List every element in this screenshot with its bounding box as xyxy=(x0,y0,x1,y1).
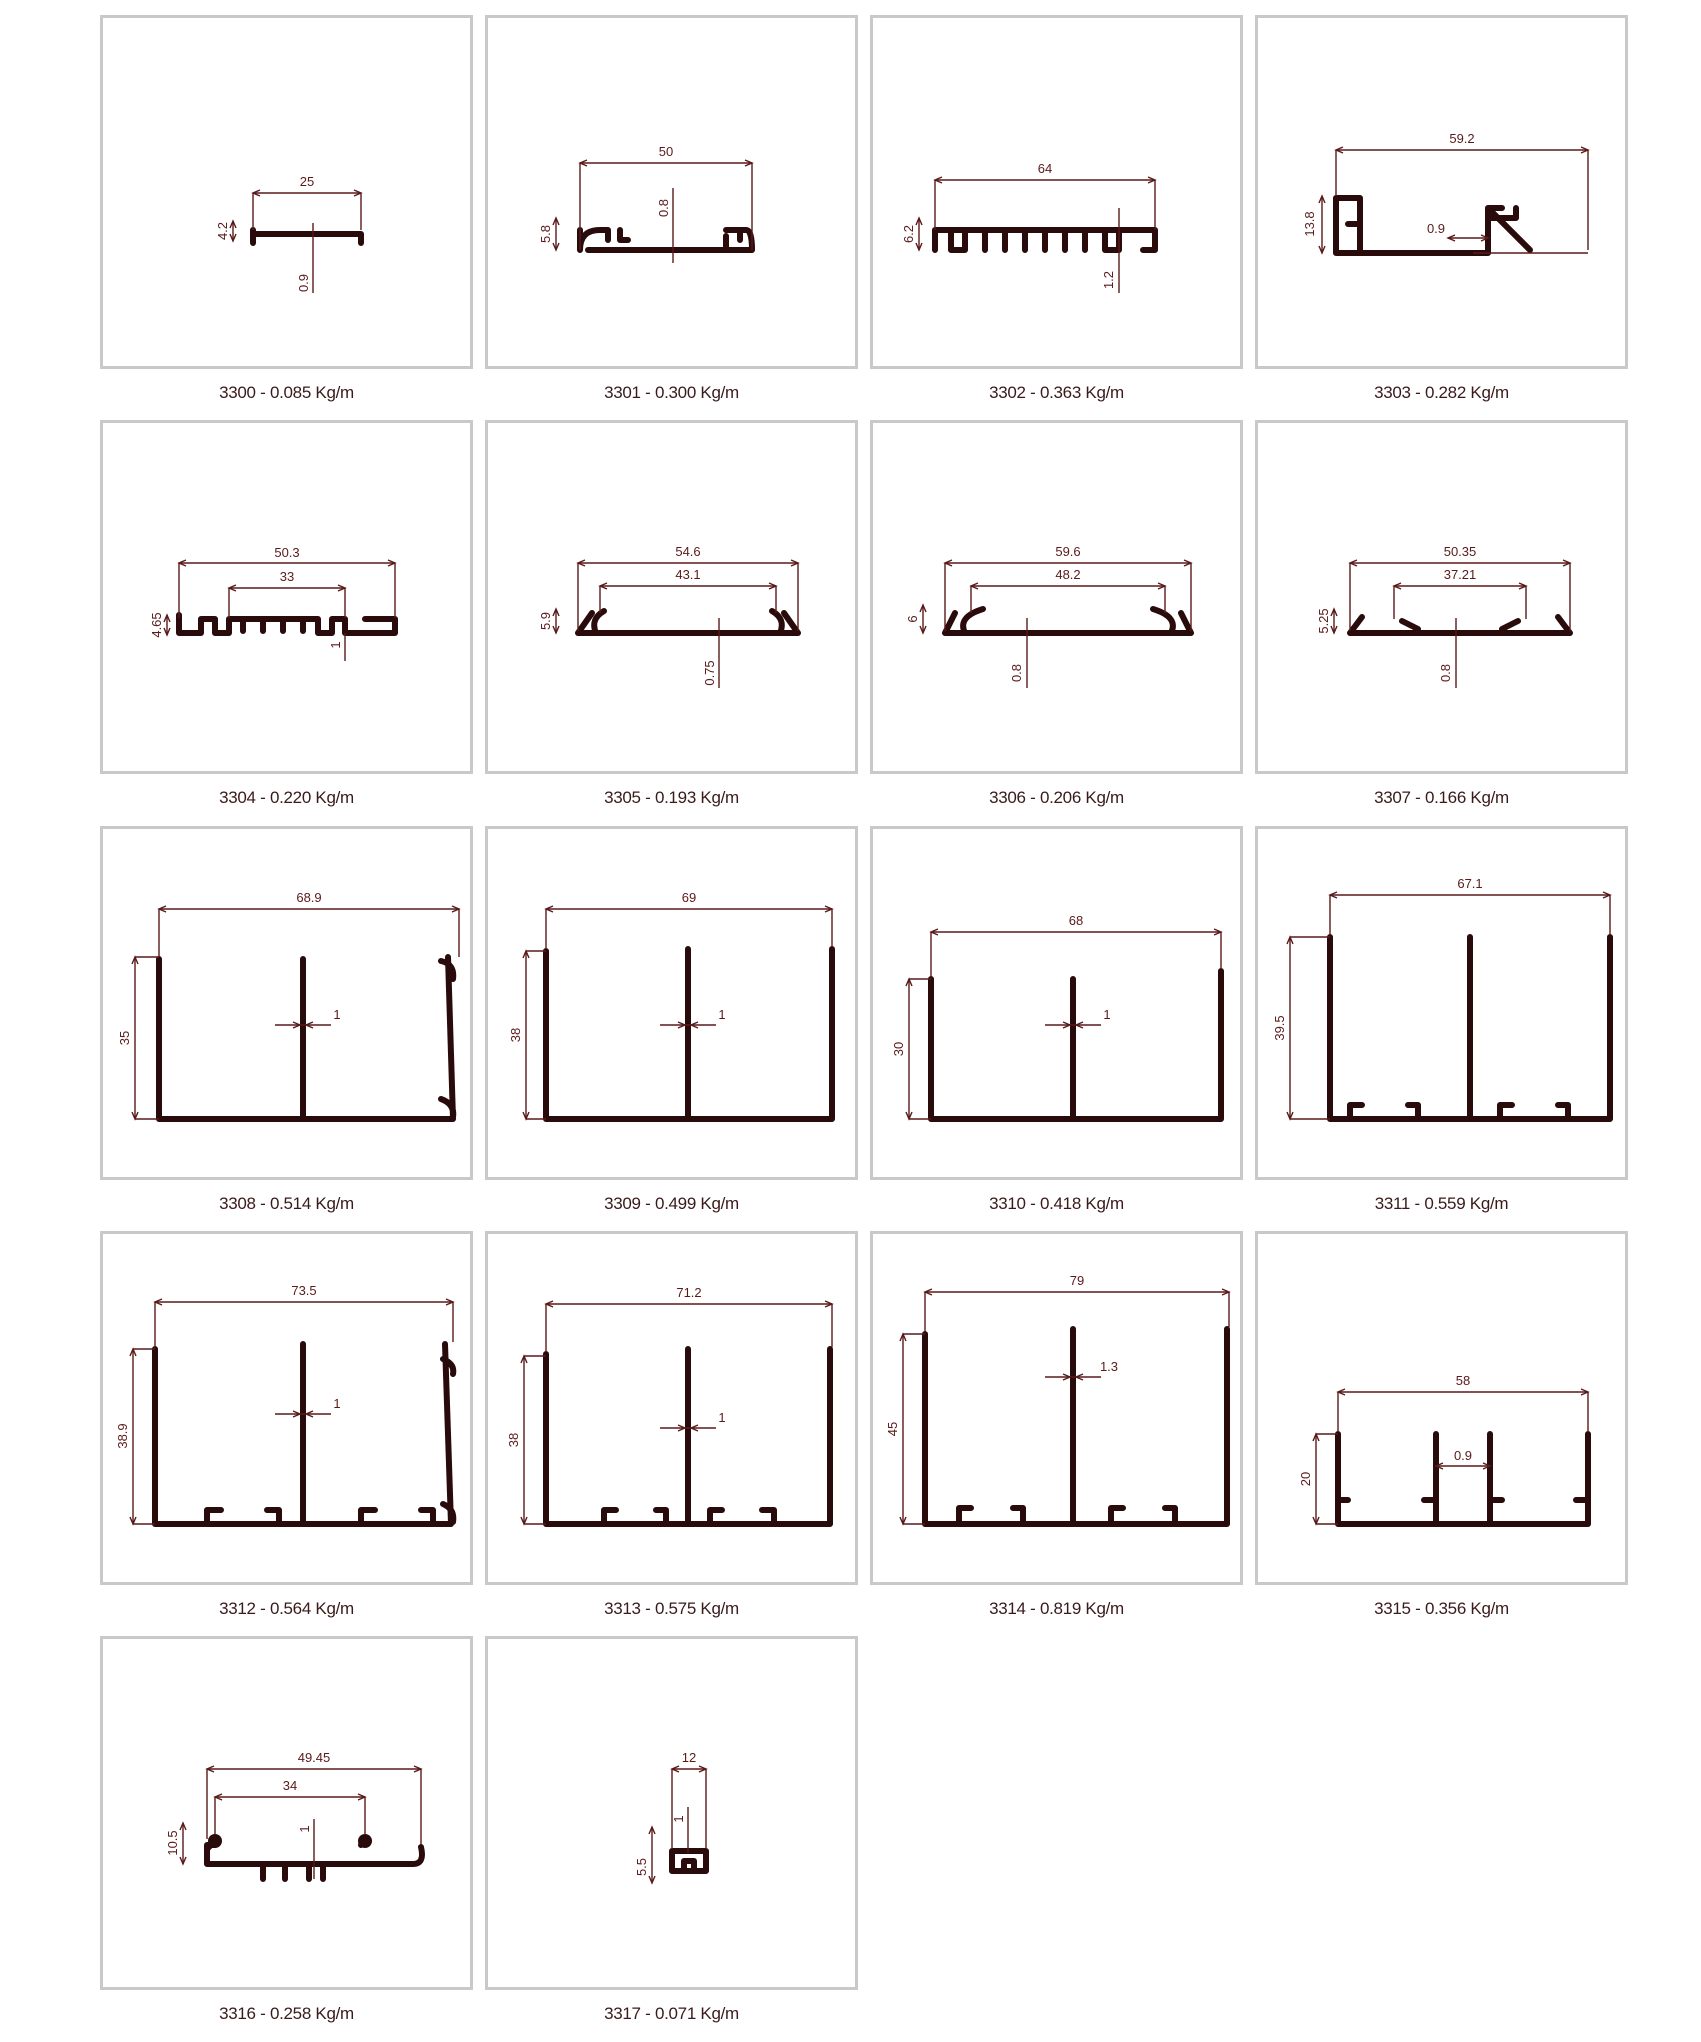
profile-drawing-frame xyxy=(1255,420,1628,774)
dimension-label: 79 xyxy=(1069,1273,1085,1288)
profile-weight-unit: Kg/m xyxy=(1465,1194,1509,1213)
dimension-label: 34 xyxy=(282,1778,298,1793)
profile-card xyxy=(485,826,870,1232)
profile-code: 3300 xyxy=(219,383,256,402)
profile-caption xyxy=(485,1194,858,1214)
profile-weight: 0.206 xyxy=(1039,788,1081,807)
profile-card xyxy=(1255,1231,1640,1637)
profile-cross-section-drawing xyxy=(488,423,855,771)
dimension-label: 38 xyxy=(508,1027,523,1043)
profile-card xyxy=(1255,15,1640,421)
dimension-label: 50.3 xyxy=(274,545,300,560)
caption-separator: - xyxy=(1025,1599,1040,1618)
profile-cross-section-drawing xyxy=(488,1234,855,1582)
profile-weight-unit: Kg/m xyxy=(695,788,739,807)
dimension-label: 58 xyxy=(1455,1373,1471,1388)
profile-caption xyxy=(1255,1599,1628,1619)
dimension-label: 30 xyxy=(891,1041,906,1057)
dimension-label: 50 xyxy=(658,144,674,159)
dimension-label: 54.6 xyxy=(675,544,701,559)
dimension-label: 13.8 xyxy=(1302,211,1317,237)
profile-caption xyxy=(100,1599,473,1619)
caption-separator: - xyxy=(640,383,655,402)
profile-code: 3301 xyxy=(604,383,641,402)
profile-cross-section-drawing xyxy=(1258,829,1625,1177)
caption-separator: - xyxy=(255,1599,270,1618)
profile-code: 3314 xyxy=(989,1599,1026,1618)
profile-weight-unit: Kg/m xyxy=(1465,788,1509,807)
caption-separator: - xyxy=(255,788,270,807)
profile-weight-unit: Kg/m xyxy=(310,788,354,807)
profile-weight-unit: Kg/m xyxy=(695,383,739,402)
profile-weight: 0.085 xyxy=(269,383,311,402)
profile-outline xyxy=(945,609,1191,633)
caption-separator: - xyxy=(640,788,655,807)
dimension-label: 5.25 xyxy=(1316,608,1331,634)
profile-outline xyxy=(159,957,453,1119)
profile-weight: 0.559 xyxy=(1424,1194,1466,1213)
profile-card xyxy=(100,420,485,826)
profile-outline xyxy=(935,230,1155,250)
profile-outline xyxy=(1350,617,1570,633)
bead-circle xyxy=(208,1834,222,1848)
dimension-label: 64 xyxy=(1037,161,1053,176)
dimension-label: 38.9 xyxy=(115,1423,130,1449)
profile-outline xyxy=(925,1329,1227,1524)
profile-card xyxy=(485,15,870,421)
profile-outline xyxy=(672,1851,706,1871)
dimension-label: 10.5 xyxy=(165,1830,180,1856)
profile-outline xyxy=(580,230,752,250)
profile-caption xyxy=(485,1599,858,1619)
profile-drawing-frame xyxy=(485,15,858,369)
profile-weight-unit: Kg/m xyxy=(695,2004,739,2023)
profile-cross-section-drawing xyxy=(488,829,855,1177)
profile-card xyxy=(100,1231,485,1637)
profile-caption xyxy=(870,383,1243,403)
profile-cross-section-drawing xyxy=(873,829,1240,1177)
profile-caption xyxy=(485,788,858,808)
profile-drawing-frame xyxy=(870,826,1243,1180)
profile-weight: 0.514 xyxy=(269,1194,311,1213)
profile-weight-unit: Kg/m xyxy=(1080,788,1124,807)
dimension-label: 39.5 xyxy=(1272,1015,1287,1041)
profile-outline xyxy=(546,1349,830,1524)
dimension-label: 48.2 xyxy=(1055,567,1081,582)
profile-weight: 0.193 xyxy=(654,788,696,807)
caption-separator: - xyxy=(640,1599,655,1618)
profile-code: 3309 xyxy=(604,1194,641,1213)
caption-separator: - xyxy=(1410,1194,1425,1213)
dimension-label: 0.75 xyxy=(702,660,717,686)
profile-code: 3310 xyxy=(989,1194,1026,1213)
profile-caption xyxy=(100,1194,473,1214)
dimension-label: 4.2 xyxy=(215,221,230,241)
caption-separator: - xyxy=(1410,1599,1425,1618)
profile-cross-section-drawing xyxy=(1258,18,1625,366)
profile-code: 3315 xyxy=(1374,1599,1411,1618)
caption-separator: - xyxy=(255,383,270,402)
profile-drawing-frame xyxy=(100,1231,473,1585)
profile-cross-section-drawing xyxy=(873,423,1240,771)
profile-card xyxy=(1255,420,1640,826)
profile-card xyxy=(870,1231,1255,1637)
dimension-label: 1 xyxy=(297,1825,312,1833)
profile-weight-unit: Kg/m xyxy=(1080,1194,1124,1213)
profile-caption xyxy=(100,383,473,403)
dimension-label: 35 xyxy=(117,1030,132,1046)
profile-weight-unit: Kg/m xyxy=(1080,1599,1124,1618)
profile-outline xyxy=(578,611,798,633)
caption-separator: - xyxy=(640,2004,655,2023)
profile-card xyxy=(485,1636,870,2042)
profile-drawing-frame xyxy=(100,15,473,369)
profile-caption xyxy=(100,788,473,808)
profile-outline xyxy=(253,230,361,243)
profile-drawing-frame xyxy=(870,15,1243,369)
profile-drawing-frame xyxy=(1255,15,1628,369)
profile-code: 3317 xyxy=(604,2004,641,2023)
profile-weight: 0.071 xyxy=(654,2004,696,2023)
profile-drawing-frame xyxy=(485,1231,858,1585)
dimension-label: 1 xyxy=(1103,1007,1111,1022)
dimension-label: 69 xyxy=(681,890,697,905)
dimension-label: 0.8 xyxy=(1438,663,1453,683)
profile-weight: 0.499 xyxy=(654,1194,696,1213)
dimension-label: 1 xyxy=(328,641,343,649)
dimension-label: 12 xyxy=(681,1750,697,1765)
profile-weight: 0.575 xyxy=(654,1599,696,1618)
profile-code: 3308 xyxy=(219,1194,256,1213)
profile-weight: 0.166 xyxy=(1424,788,1466,807)
dimension-label: 1 xyxy=(333,1396,341,1411)
profile-card xyxy=(870,15,1255,421)
dimension-label: 68 xyxy=(1068,913,1084,928)
profile-weight-unit: Kg/m xyxy=(310,1194,354,1213)
profile-cross-section-drawing xyxy=(873,18,1240,366)
profile-weight-unit: Kg/m xyxy=(1080,383,1124,402)
dimension-label: 1 xyxy=(333,1007,341,1022)
profile-drawing-frame xyxy=(1255,826,1628,1180)
profile-weight-unit: Kg/m xyxy=(310,2004,354,2023)
profile-weight: 0.418 xyxy=(1039,1194,1081,1213)
dimension-label: 73.5 xyxy=(291,1283,317,1298)
dimension-label: 33 xyxy=(279,569,295,584)
profile-code: 3312 xyxy=(219,1599,256,1618)
dimension-label: 71.2 xyxy=(676,1285,702,1300)
profile-outline xyxy=(179,615,395,633)
dimension-label: 1.2 xyxy=(1101,270,1116,290)
profile-caption xyxy=(1255,383,1628,403)
caption-separator: - xyxy=(1025,788,1040,807)
dimension-label: 4.65 xyxy=(149,612,164,638)
profile-code: 3304 xyxy=(219,788,256,807)
profile-card xyxy=(485,1231,870,1637)
profile-weight: 0.819 xyxy=(1039,1599,1081,1618)
dimension-label: 5.8 xyxy=(538,224,553,244)
dimension-label: 68.9 xyxy=(296,890,322,905)
profile-drawing-frame xyxy=(485,1636,858,1990)
dimension-label: 67.1 xyxy=(1457,876,1483,891)
caption-separator: - xyxy=(1410,383,1425,402)
profile-weight-unit: Kg/m xyxy=(1465,1599,1509,1618)
dimension-label: 0.9 xyxy=(1426,221,1446,236)
profile-card xyxy=(100,1636,485,2042)
profile-drawing-frame xyxy=(100,420,473,774)
profile-weight-unit: Kg/m xyxy=(310,383,354,402)
profile-cross-section-drawing xyxy=(103,423,470,771)
dimension-label: 0.8 xyxy=(1009,663,1024,683)
profile-weight: 0.356 xyxy=(1424,1599,1466,1618)
profile-card xyxy=(100,15,485,421)
profile-cross-section-drawing xyxy=(1258,423,1625,771)
profile-caption xyxy=(870,1599,1243,1619)
profile-card xyxy=(1255,826,1640,1232)
profile-caption xyxy=(485,2004,858,2024)
profile-card xyxy=(870,420,1255,826)
dimension-label: 1 xyxy=(718,1007,726,1022)
dimension-label: 6.2 xyxy=(901,224,916,244)
dimension-label: 1.3 xyxy=(1099,1359,1119,1374)
dimension-label: 38 xyxy=(506,1432,521,1448)
profile-cross-section-drawing xyxy=(488,1639,855,1987)
profile-weight: 0.564 xyxy=(269,1599,311,1618)
profile-drawing-frame xyxy=(100,826,473,1180)
caption-separator: - xyxy=(640,1194,655,1213)
dimension-label: 37.21 xyxy=(1443,567,1477,582)
profile-weight: 0.282 xyxy=(1424,383,1466,402)
profile-card xyxy=(870,826,1255,1232)
dimension-label: 6 xyxy=(905,615,920,623)
dimension-label: 0.8 xyxy=(656,198,671,218)
profile-drawing-frame xyxy=(870,420,1243,774)
profile-weight-unit: Kg/m xyxy=(695,1599,739,1618)
profile-weight: 0.220 xyxy=(269,788,311,807)
caption-separator: - xyxy=(1025,1194,1040,1213)
profile-drawing-frame xyxy=(485,826,858,1180)
dimension-label: 1 xyxy=(671,1815,686,1823)
dimension-label: 45 xyxy=(885,1421,900,1437)
profile-code: 3311 xyxy=(1374,1194,1411,1213)
profile-code: 3307 xyxy=(1374,788,1411,807)
profile-caption xyxy=(870,788,1243,808)
dimension-label: 59.6 xyxy=(1055,544,1081,559)
profile-code: 3302 xyxy=(989,383,1026,402)
profile-weight-unit: Kg/m xyxy=(695,1194,739,1213)
profile-code: 3316 xyxy=(219,2004,256,2023)
profile-caption xyxy=(1255,788,1628,808)
caption-separator: - xyxy=(1410,788,1425,807)
profile-code: 3306 xyxy=(989,788,1026,807)
profile-code: 3313 xyxy=(604,1599,641,1618)
profile-drawing-frame xyxy=(485,420,858,774)
profile-outline xyxy=(931,971,1221,1119)
profile-weight-unit: Kg/m xyxy=(310,1599,354,1618)
dimension-label: 59.2 xyxy=(1449,131,1475,146)
caption-separator: - xyxy=(255,2004,270,2023)
profile-cross-section-drawing xyxy=(488,18,855,366)
profile-cross-section-drawing xyxy=(1258,1234,1625,1582)
profile-cross-section-drawing xyxy=(873,1234,1240,1582)
profile-code: 3303 xyxy=(1374,383,1411,402)
caption-separator: - xyxy=(255,1194,270,1213)
profile-outline xyxy=(546,949,832,1119)
profile-caption xyxy=(485,383,858,403)
profile-weight: 0.363 xyxy=(1039,383,1081,402)
profile-outline xyxy=(155,1344,453,1524)
profile-caption xyxy=(1255,1194,1628,1214)
dimension-label: 0.9 xyxy=(1453,1448,1473,1463)
caption-separator: - xyxy=(1025,383,1040,402)
profile-caption xyxy=(100,2004,473,2024)
dimension-label: 5.5 xyxy=(634,1857,649,1877)
dimension-label: 20 xyxy=(1298,1471,1313,1487)
dimension-label: 0.9 xyxy=(296,273,311,293)
dimension-label: 50.35 xyxy=(1443,544,1477,559)
profile-weight: 0.300 xyxy=(654,383,696,402)
profile-weight-unit: Kg/m xyxy=(1465,383,1509,402)
dimension-label: 25 xyxy=(299,174,315,189)
profile-card xyxy=(485,420,870,826)
profile-drawing-frame xyxy=(870,1231,1243,1585)
profile-cross-section-drawing xyxy=(103,1639,470,1987)
profile-caption xyxy=(870,1194,1243,1214)
profile-outline xyxy=(1330,937,1610,1119)
profile-drawing-frame xyxy=(100,1636,473,1990)
bead-circle xyxy=(358,1834,372,1848)
profile-cross-section-drawing xyxy=(103,18,470,366)
dimension-label: 5.9 xyxy=(538,611,553,631)
profile-cross-section-drawing xyxy=(103,1234,470,1582)
profile-code: 3305 xyxy=(604,788,641,807)
dimension-label: 43.1 xyxy=(675,567,701,582)
profile-drawing-frame xyxy=(1255,1231,1628,1585)
profile-cross-section-drawing xyxy=(103,829,470,1177)
dimension-label: 1 xyxy=(718,1410,726,1425)
dimension-label: 49.45 xyxy=(297,1750,331,1765)
profile-card xyxy=(100,826,485,1232)
profile-weight: 0.258 xyxy=(269,2004,311,2023)
